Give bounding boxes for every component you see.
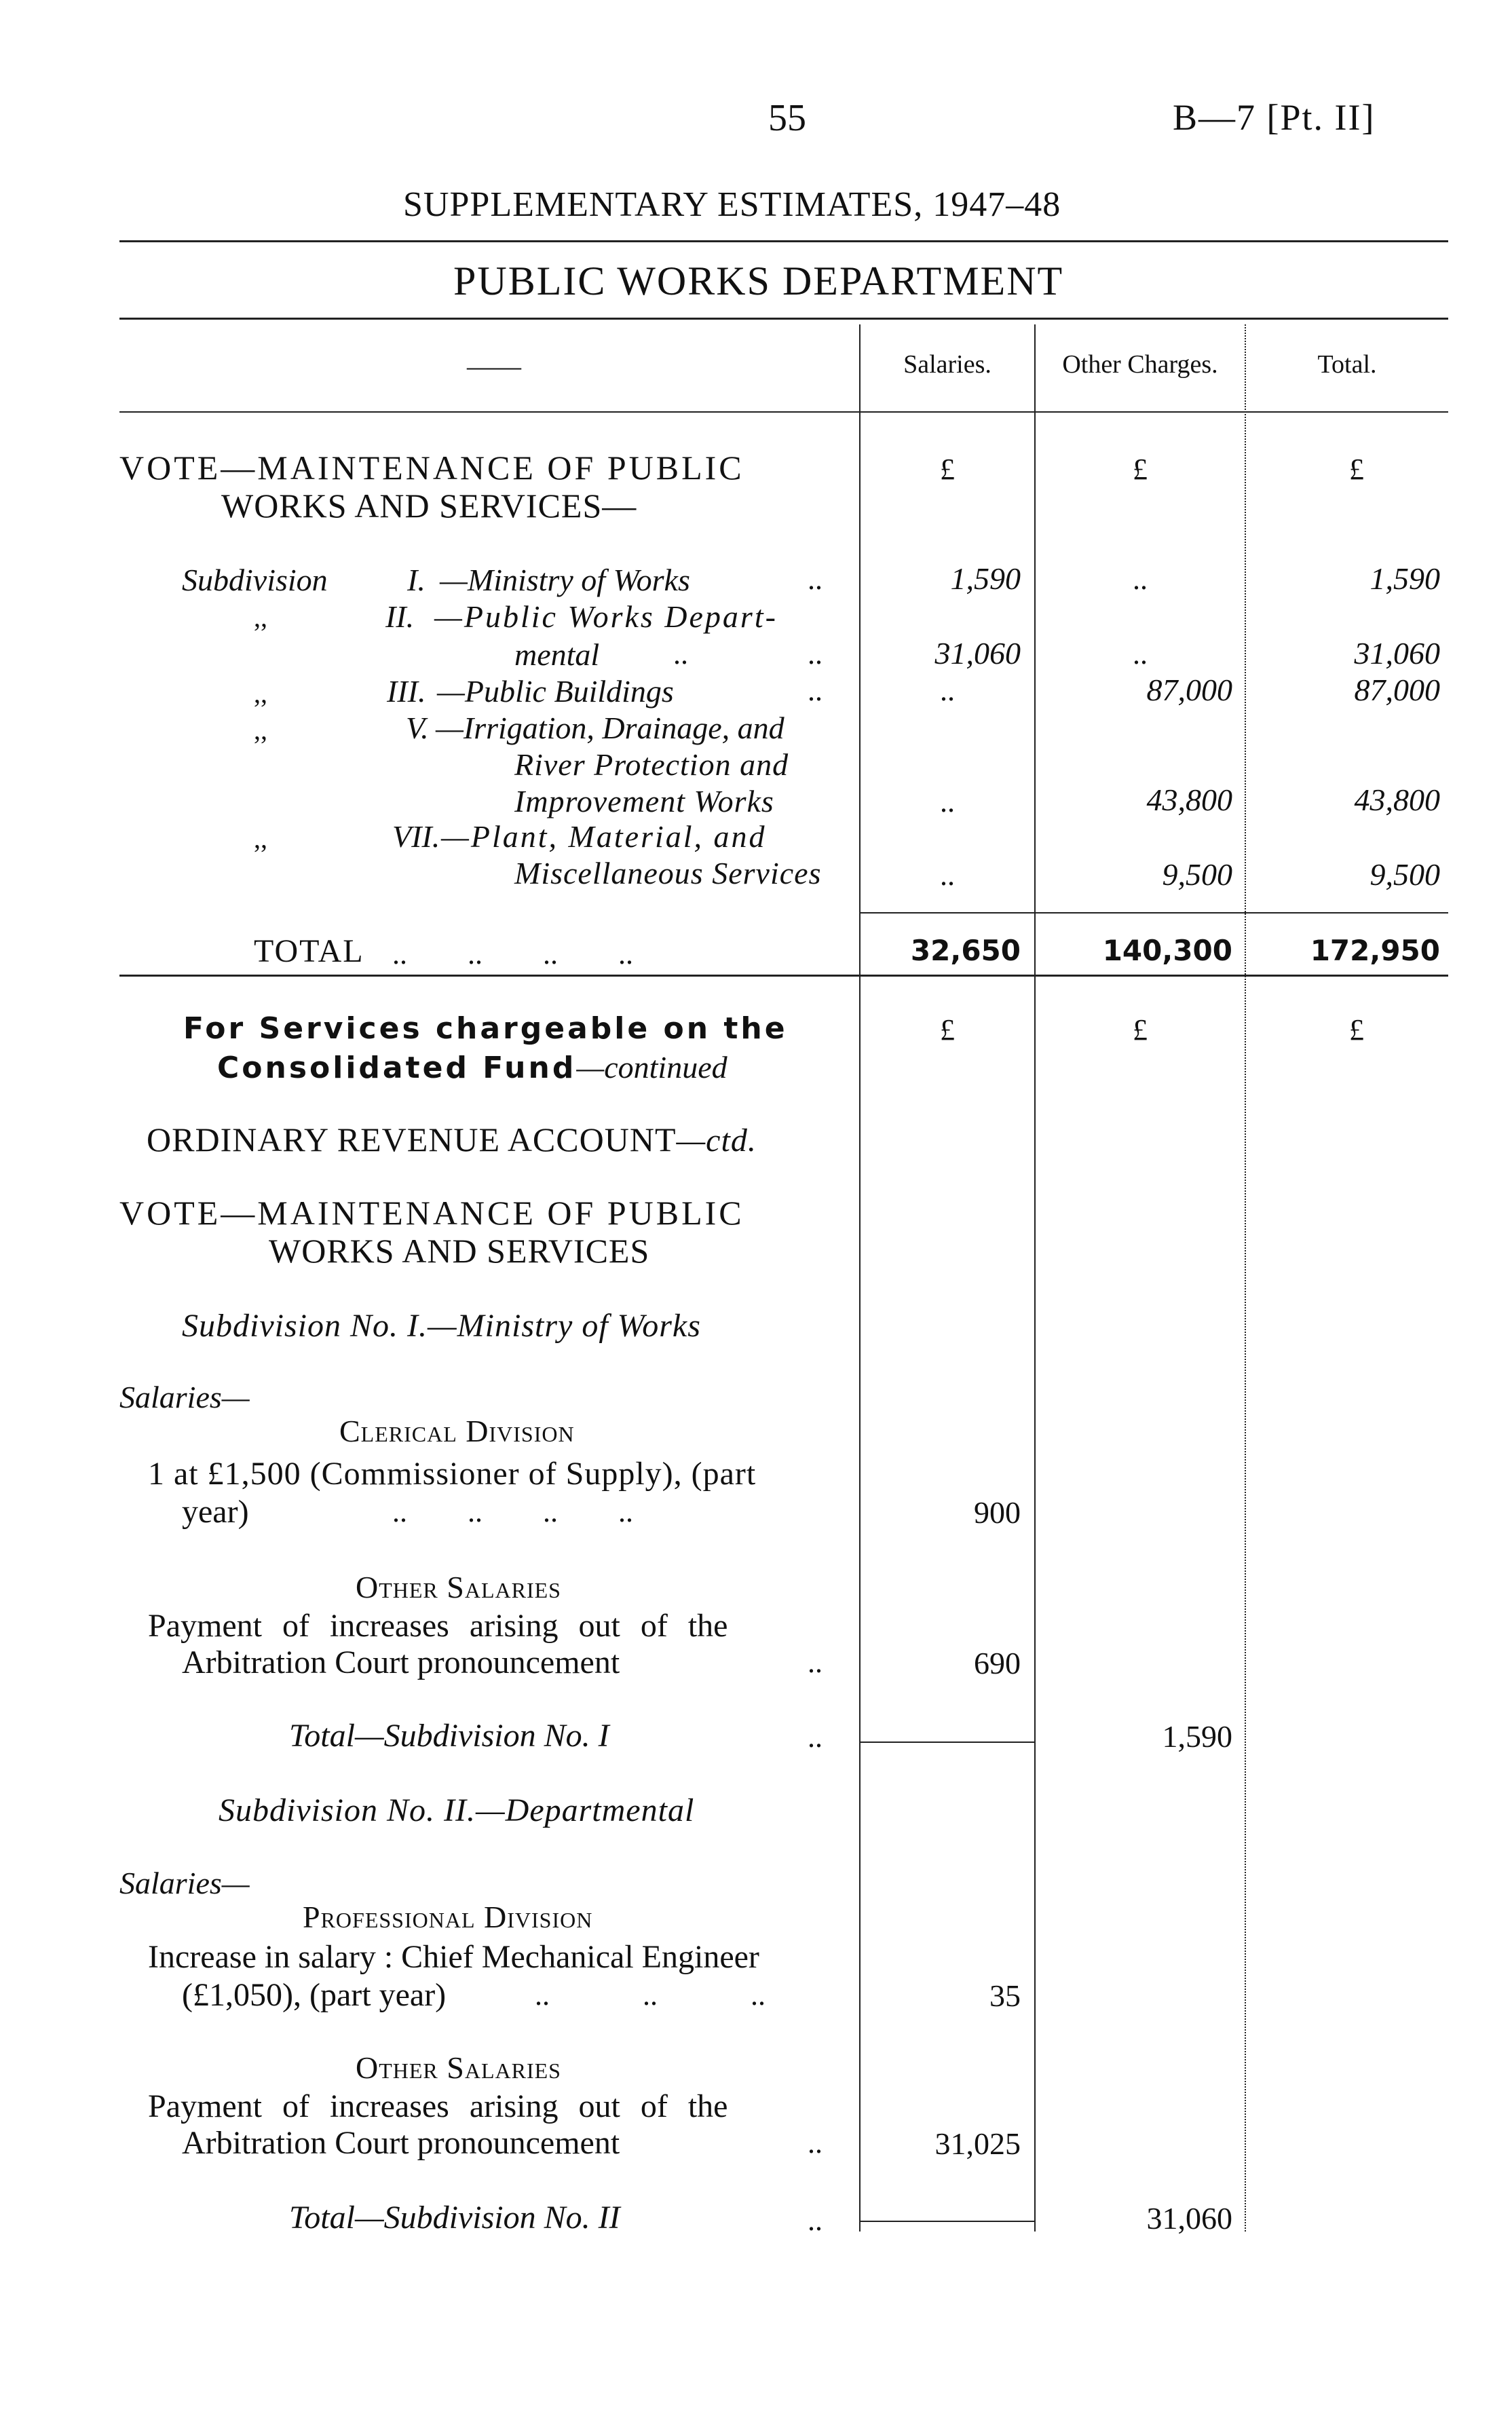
row-4-other: 43,800 [1146, 783, 1232, 817]
total-column-rule [1245, 324, 1246, 2232]
payment-1-amount: 690 [974, 1646, 1021, 1680]
clerical-division-heading: Clerical Division [339, 1414, 575, 1448]
sub-1-total-rule [859, 1741, 1036, 1743]
increase-line-1: Increase in salary : Chief Mechanical Engineer [148, 1939, 759, 1975]
detail-salaries-pound: £ [940, 1013, 955, 1047]
row-2-name-line-2: mental [514, 637, 600, 672]
payment-1-line-1: Payment of increases arising out of the [148, 1608, 728, 1644]
row-4-name-line-1: —Irrigation, Drainage, and [436, 711, 785, 745]
increase-amount: 35 [989, 1978, 1021, 2013]
total-sub-2-amount: 31,060 [1146, 2201, 1232, 2236]
total-label: TOTAL [254, 933, 364, 969]
row-3-dots: .. [808, 674, 823, 707]
subdivision-word: Subdivision [182, 563, 328, 597]
salaries-column-heading: Salaries. [903, 350, 991, 379]
detail-vote-line-2: WORKS AND SERVICES [269, 1232, 650, 1270]
detail-other-pound: £ [1133, 1013, 1148, 1047]
row-4-name-line-2: River Protection and [514, 747, 789, 782]
payment-2-amount: 31,025 [934, 2126, 1021, 2161]
department-rule [119, 318, 1448, 320]
row-2-ditto: ,, [254, 602, 267, 633]
page-title: SUPPLEMENTARY ESTIMATES, 1947–48 [403, 185, 1061, 224]
row-2-dots-a: .. [673, 637, 688, 671]
row-2-total: 31,060 [1354, 636, 1440, 671]
total-sub-2-label: Total—Subdivision No. II [289, 2200, 620, 2236]
row-2-other: .. [1133, 637, 1148, 671]
row-1-salaries: 1,590 [950, 561, 1021, 596]
series-code: B—7 [Pt. II] [1173, 97, 1376, 138]
summary-vote-line-1: VOTE—MAINTENANCE OF PUBLIC [119, 449, 744, 487]
total-top-rule [859, 912, 1448, 914]
ctd-text: —ctd. [676, 1123, 757, 1159]
row-3-other: 87,000 [1146, 673, 1232, 707]
row-4-name-line-3: Improvement Works [514, 784, 774, 818]
total-column-heading: Total. [1317, 350, 1377, 379]
row-3-total: 87,000 [1354, 673, 1440, 707]
continued-text: —continued [576, 1050, 727, 1085]
row-3-name: —Public Buildings [437, 674, 674, 709]
detail-vote-line-1: VOTE—MAINTENANCE OF PUBLIC [119, 1194, 744, 1232]
other-salaries-heading-1: Other Salaries [356, 1570, 561, 1604]
row-2-name-line-1: —Public Works Depart- [434, 599, 778, 634]
total-sub-1-dots: .. [808, 1720, 823, 1754]
row-5-name-line-1: —Plant, Material, and [441, 819, 767, 854]
row-5-name-line-2: Miscellaneous Services [514, 856, 822, 890]
total-other-charges: 140,300 [1102, 934, 1232, 967]
row-1-total: 1,590 [1369, 561, 1440, 596]
payment-2-line-2: Arbitration Court pronouncement [182, 2125, 620, 2161]
ordinary-revenue-heading [147, 1123, 757, 1157]
total-sub-1-label: Total—Subdivision No. I [289, 1718, 609, 1754]
services-heading-line-2 [217, 1052, 727, 1083]
row-5-ditto: ,, [254, 823, 267, 854]
total-sub-1-amount: 1,590 [1162, 1719, 1232, 1754]
clerical-line-2: year) [182, 1494, 249, 1530]
row-1-other: .. [1133, 563, 1148, 596]
row-1-name: —Ministry of Works [440, 563, 690, 597]
professional-division-heading: Professional Division [303, 1900, 593, 1934]
increase-line-2: (£1,050), (part year) [182, 1977, 447, 2013]
row-3-ditto: ,, [254, 678, 267, 709]
summary-total-pound: £ [1349, 453, 1364, 486]
subdivision-2-heading: Subdivision No. II.—Departmental [219, 1792, 695, 1828]
row-4-total: 43,800 [1354, 783, 1440, 817]
row-4-salaries: .. [940, 785, 955, 818]
row-3-number: III. [387, 674, 426, 709]
payment-1-line-2: Arbitration Court pronouncement [182, 1644, 620, 1680]
services-heading-line-1: For Services chargeable on the [183, 1011, 788, 1046]
clerical-line-1: 1 at £1,500 (Commissioner of Supply), (part [148, 1456, 757, 1492]
other-salaries-heading-2: Other Salaries [356, 2050, 561, 2085]
sub-2-total-rule [859, 2221, 1036, 2222]
sub-1-salaries-label: Salaries— [119, 1380, 250, 1414]
row-5-salaries: .. [940, 859, 955, 892]
summary-salaries-pound: £ [940, 453, 955, 486]
subdivision-1-heading: Subdivision No. I.—Ministry of Works [182, 1308, 701, 1344]
row-2-number: II. [385, 599, 415, 634]
page-number: 55 [768, 97, 806, 139]
row-4-number: V. [406, 711, 429, 745]
other-charges-column-rule [1034, 324, 1036, 2232]
payment-2-dots: .. [808, 2126, 823, 2160]
row-5-total: 9,500 [1369, 857, 1440, 892]
clerical-amount: 900 [974, 1495, 1021, 1530]
total-sub-2-dots: .. [808, 2204, 823, 2237]
consolidated-fund-text: Consolidated Fund [217, 1051, 577, 1085]
total-salaries: 32,650 [910, 934, 1021, 967]
row-1-dots: .. [808, 563, 823, 596]
total-grand: 172,950 [1310, 934, 1440, 967]
row-3-salaries: .. [940, 674, 955, 707]
salaries-column-rule [859, 324, 861, 2232]
total-dots: .. .. .. .. [392, 937, 633, 971]
detail-total-pound: £ [1349, 1013, 1364, 1047]
ordinary-revenue-text: ORDINARY REVENUE ACCOUNT [147, 1121, 677, 1159]
payment-2-line-1: Payment of increases arising out of the [148, 2088, 728, 2124]
summary-bottom-rule [119, 975, 1448, 977]
heading-rule [119, 411, 1448, 413]
title-rule [119, 240, 1448, 242]
sub-2-salaries-label: Salaries— [119, 1866, 250, 1900]
row-4-ditto: ,, [254, 715, 267, 745]
payment-1-dots: .. [808, 1646, 823, 1679]
summary-other-pound: £ [1133, 453, 1148, 486]
row-5-other: 9,500 [1162, 857, 1232, 892]
increase-dots: .. .. .. [535, 1978, 766, 2012]
row-2-salaries: 31,060 [934, 636, 1021, 671]
clerical-dots: .. .. .. .. [392, 1495, 633, 1528]
row-5-number: VII. [392, 819, 440, 854]
department-heading: PUBLIC WORKS DEPARTMENT [453, 259, 1064, 303]
summary-vote-line-2: WORKS AND SERVICES— [221, 487, 637, 525]
other-charges-column-heading: Other Charges. [1062, 350, 1218, 379]
row-1-number: I. [407, 563, 426, 597]
blank-column-heading: —— [467, 351, 521, 381]
row-2-dots-b: .. [808, 637, 823, 671]
